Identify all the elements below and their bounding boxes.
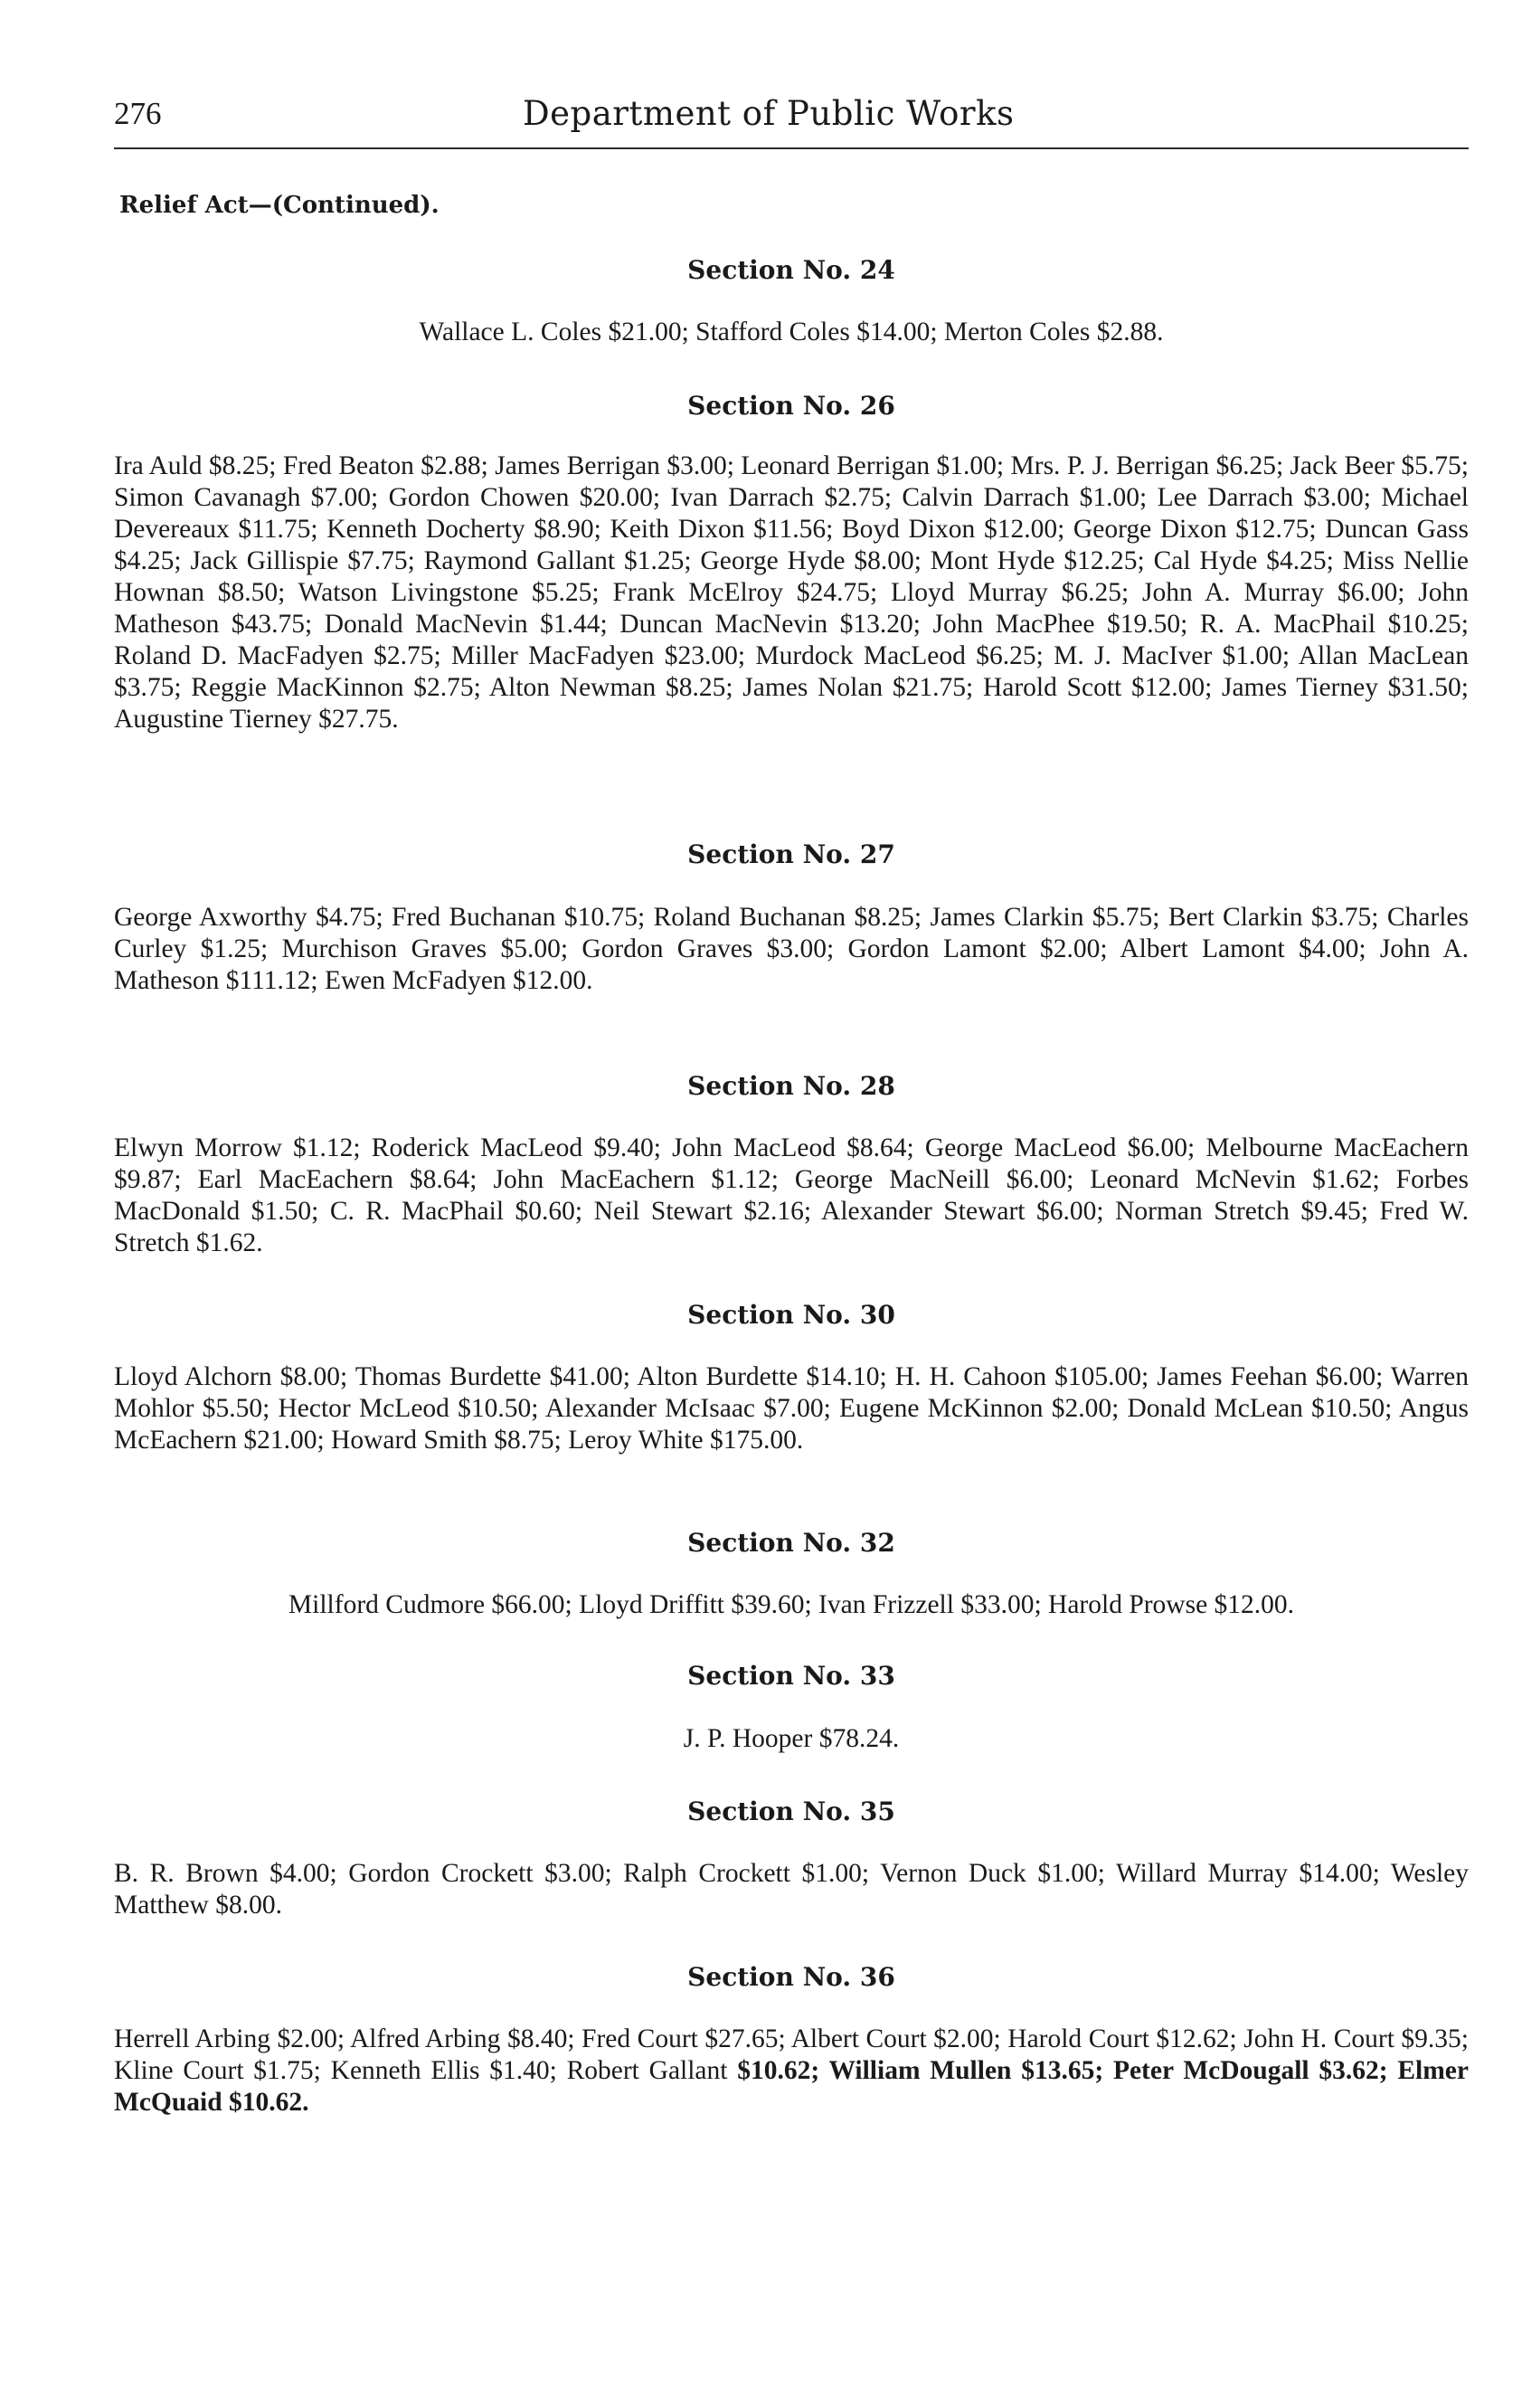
- section-heading-26: Section No. 26: [687, 391, 895, 421]
- running-title: Department of Public Works: [523, 94, 1015, 133]
- section-entries-33: J. P. Hooper $78.24.: [683, 1724, 900, 1753]
- page-number: 276: [114, 96, 162, 131]
- section-heading-30: Section No. 30: [687, 1300, 895, 1330]
- document-page: [114, 0, 1469, 2408]
- section-heading-33: Section No. 33: [687, 1661, 895, 1691]
- section-entries-28: Elwyn Morrow $1.12; Roderick MacLeod $9.40; John MacLeod $8.64; George MacLeod $6.00; Melbourne MacEachern $9.87; Earl MacEachern $8.64; John MacEachern $1.12; George MacNeill $6.00; Leonard McNevin $1.62; Forbes MacDonald $1.50; C. R. MacPhail $0.60; Neil Stewart $2.16; Alexander Stewart $6.00; Norman Stretch $9.45; Fred W. Stretch $1.62.: [114, 1133, 1469, 1257]
- section-heading-36: Section No. 36: [687, 1962, 895, 1992]
- section-entries-35: B. R. Brown $4.00; Gordon Crockett $3.00; Ralph Crockett $1.00; Vernon Duck $1.00; Willard Murray $14.00; Wesley Matthew $8.00.: [114, 1859, 1469, 1920]
- section-heading-27: Section No. 27: [687, 839, 895, 869]
- section-entries-32: Millford Cudmore $66.00; Lloyd Driffitt $39.60; Ivan Frizzell $33.00; Harold Prowse $12.00.: [288, 1590, 1295, 1619]
- section-entries-24: Wallace L. Coles $21.00; Stafford Coles $14.00; Merton Coles $2.88.: [419, 318, 1164, 346]
- section-heading-35: Section No. 35: [687, 1797, 895, 1826]
- header-rule: [114, 147, 1469, 149]
- act-label: Relief Act—(Continued).: [119, 192, 440, 219]
- page-header: [114, 90, 1469, 145]
- section-entries-36: [114, 2024, 1469, 2119]
- section-entries-30: Lloyd Alchorn $8.00; Thomas Burdette $41.00; Alton Burdette $14.10; H. H. Cahoon $105.00; James Feehan $6.00; Warren Mohlor $5.50; Hector McLeod $10.50; Alexander McIsaac $7.00; Eugene McKinnon $2.00; Donald McLean $10.50; Angus McEachern $21.00; Howard Smith $8.75; Leroy White $175.00.: [114, 1362, 1469, 1455]
- section-entries-26: Ira Auld $8.25; Fred Beaton $2.88; James Berrigan $3.00; Leonard Berrigan $1.00; Mrs. P. J. Berrigan $6.25; Jack Beer $5.75; Simon Cavanagh $7.00; Gordon Chowen $20.00; Ivan Darrach $2.75; Calvin Darrach $1.00; Lee Darrach $3.00; Michael Devereaux $11.75; Kenneth Docherty $8.90; Keith Dixon $11.56; Boyd Dixon $12.00; George Dixon $12.75; Duncan Gass $4.25; Jack Gillispie $7.75; Raymond Gallant $1.25; George Hyde $8.00; Mont Hyde $12.25; Cal Hyde $4.25; Miss Nellie Hownan $8.50; Watson Livingstone $5.25; Frank McElroy $24.75; Lloyd Murray $6.25; John A. Murray $6.00; John Matheson $43.75; Donald MacNevin $1.44; Duncan MacNevin $13.20; John MacPhee $19.50; R. A. MacPhail $10.25; Roland D. MacFadyen $2.75; Miller MacFadyen $23.00; Murdock MacLeod $6.25; M. J. MacIver $1.00; Allan MacLean $3.75; Reggie MacKinnon $2.75; Alton Newman $8.25; James Nolan $21.75; Harold Scott $12.00; James Tierney $31.50; Augustine Tierney $27.75.: [114, 451, 1469, 734]
- section-entries-36-text: Herrell Arbing $2.00; Alfred Arbing $8.40; Fred Court $27.65; Albert Court $2.00; Harold Court $12.62; John H. Court $9.35; Kline Court $1.75; Kenneth Ellis $1.40; Robert Gallant: [114, 2024, 1469, 2085]
- section-entries-36-bold-text: $10.62; William Mullen $13.65; Peter McDougall $3.62; Elmer McQuaid $10.62.: [114, 2056, 1469, 2117]
- section-heading-28: Section No. 28: [687, 1071, 895, 1101]
- section-entries-27: George Axworthy $4.75; Fred Buchanan $10.75; Roland Buchanan $8.25; James Clarkin $5.75; Bert Clarkin $3.75; Charles Curley $1.25; Murchison Graves $5.00; Gordon Graves $3.00; Gordon Lamont $2.00; Albert Lamont $4.00; John A. Matheson $111.12; Ewen McFadyen $12.00.: [114, 903, 1469, 995]
- section-heading-32: Section No. 32: [687, 1528, 895, 1558]
- section-heading-24: Section No. 24: [687, 255, 895, 285]
